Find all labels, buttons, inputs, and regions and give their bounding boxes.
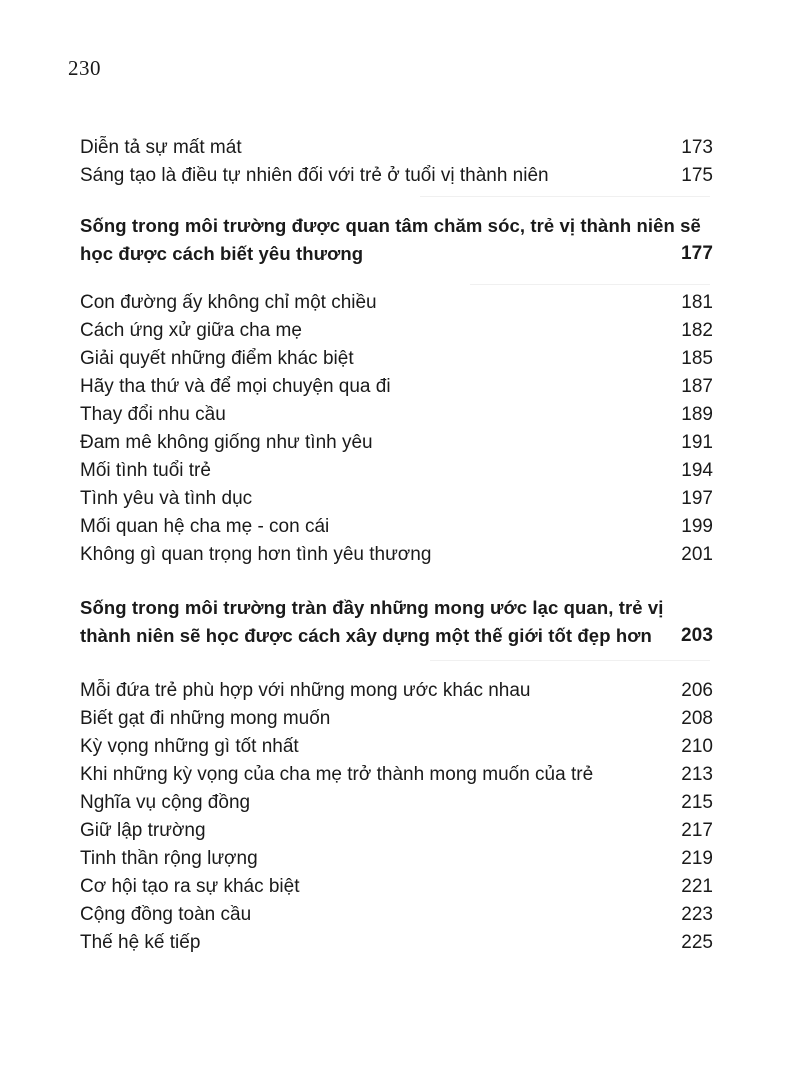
toc-entry[interactable] bbox=[80, 401, 713, 429]
toc-entry-page: 197 bbox=[681, 488, 713, 509]
section-heading-line: Sống trong môi trường tràn đầy những mong ước lạc quan, trẻ vị bbox=[80, 597, 664, 618]
toc-entry[interactable] bbox=[80, 677, 713, 705]
toc-entry-title: Tinh thần rộng lượng bbox=[80, 848, 258, 869]
toc-entry[interactable] bbox=[80, 789, 713, 817]
toc-entry[interactable] bbox=[80, 817, 713, 845]
toc-entry-title: Cách ứng xử giữa cha mẹ bbox=[80, 320, 302, 341]
toc-entry[interactable] bbox=[80, 162, 713, 190]
toc-entry-title: Biết gạt đi những mong muốn bbox=[80, 708, 331, 729]
section-heading-line: thành niên sẽ học được cách xây dựng một thế giới tốt đẹp hơn bbox=[80, 625, 652, 646]
toc-entry-title: Đam mê không giống như tình yêu bbox=[80, 432, 373, 453]
toc-entry[interactable] bbox=[80, 513, 713, 541]
toc-entry-title: Giữ lập trường bbox=[80, 820, 206, 841]
toc-entry-page: 194 bbox=[681, 460, 713, 481]
toc-entry-title: Cơ hội tạo ra sự khác biệt bbox=[80, 876, 300, 897]
toc-entry-page: 213 bbox=[681, 764, 713, 785]
toc-entry[interactable] bbox=[80, 317, 713, 345]
toc-entry-page: 206 bbox=[681, 680, 713, 701]
toc-entry-page: 217 bbox=[681, 820, 713, 841]
toc-entry[interactable] bbox=[80, 705, 713, 733]
toc-entry-title: Không gì quan trọng hơn tình yêu thương bbox=[80, 544, 432, 565]
section-heading-line: học được cách biết yêu thương bbox=[80, 243, 364, 264]
toc-entry-title: Diễn tả sự mất mát bbox=[80, 137, 242, 158]
toc-entry-page: 208 bbox=[681, 708, 713, 729]
toc-entry[interactable] bbox=[80, 289, 713, 317]
toc-entry-page: 215 bbox=[681, 792, 713, 813]
section-heading-page: 177 bbox=[680, 243, 713, 264]
toc-entry-title: Giải quyết những điểm khác biệt bbox=[80, 348, 354, 369]
toc-entry[interactable] bbox=[80, 929, 713, 957]
toc-entry-title: Mối tình tuổi trẻ bbox=[80, 460, 211, 481]
toc-entry-title: Nghĩa vụ cộng đồng bbox=[80, 792, 251, 813]
toc-entry-title: Con đường ấy không chỉ một chiều bbox=[80, 292, 377, 313]
toc-entry-page: 199 bbox=[681, 516, 713, 537]
toc-entry-page: 221 bbox=[681, 876, 713, 897]
toc-entry-title: Thay đổi nhu cầu bbox=[80, 404, 226, 425]
toc-entry-page: 187 bbox=[681, 376, 713, 397]
toc-entry-page: 175 bbox=[681, 165, 713, 186]
toc-entry-page: 182 bbox=[681, 320, 713, 341]
toc-entry-page: 181 bbox=[681, 292, 713, 313]
section-heading-line: Sống trong môi trường được quan tâm chăm sóc, trẻ vị thành niên sẽ bbox=[80, 215, 701, 236]
bleed-through-line bbox=[470, 284, 710, 285]
toc-entry-title: Khi những kỳ vọng của cha mẹ trở thành mong muốn của trẻ bbox=[80, 764, 594, 785]
toc-entry-page: 201 bbox=[681, 544, 713, 565]
toc-entry-page: 185 bbox=[681, 348, 713, 369]
toc-entry[interactable] bbox=[80, 429, 713, 457]
toc-entry[interactable] bbox=[80, 733, 713, 761]
section-heading[interactable] bbox=[80, 212, 713, 268]
toc-entry-page: 225 bbox=[681, 932, 713, 953]
toc-entry[interactable] bbox=[80, 761, 713, 789]
toc-entry-page: 191 bbox=[681, 432, 713, 453]
toc-entry-title: Hãy tha thứ và để mọi chuyện qua đi bbox=[80, 376, 391, 397]
toc-entry-page: 210 bbox=[681, 736, 713, 757]
toc-entry[interactable] bbox=[80, 873, 713, 901]
page-number: 230 bbox=[68, 56, 101, 80]
toc-entry[interactable] bbox=[80, 541, 713, 569]
toc-entry-title: Kỳ vọng những gì tốt nhất bbox=[80, 736, 299, 757]
toc-entry-title: Cộng đồng toàn cầu bbox=[80, 904, 252, 925]
bleed-through-line bbox=[430, 660, 710, 661]
toc-entry[interactable] bbox=[80, 345, 713, 373]
toc-entry-page: 219 bbox=[681, 848, 713, 869]
toc-entry-title: Mỗi đứa trẻ phù hợp với những mong ước khác nhau bbox=[80, 680, 531, 701]
toc-entry[interactable] bbox=[80, 901, 713, 929]
toc-entry[interactable] bbox=[80, 134, 713, 162]
section-heading[interactable] bbox=[80, 594, 713, 650]
toc-entry-title: Sáng tạo là điều tự nhiên đối với trẻ ở tuổi vị thành niên bbox=[80, 165, 549, 186]
toc-entry-page: 223 bbox=[681, 904, 713, 925]
toc-entry-title: Mối quan hệ cha mẹ - con cái bbox=[80, 516, 330, 537]
toc-entry-title: Tình yêu và tình dục bbox=[80, 488, 253, 509]
toc-entry-title: Thế hệ kế tiếp bbox=[80, 932, 201, 953]
toc-entry-page: 189 bbox=[681, 404, 713, 425]
toc-entry[interactable] bbox=[80, 485, 713, 513]
bleed-through-line bbox=[420, 196, 710, 197]
toc-entry[interactable] bbox=[80, 457, 713, 485]
section-heading-page: 203 bbox=[680, 625, 713, 646]
toc-entry[interactable] bbox=[80, 845, 713, 873]
toc-entry-page: 173 bbox=[681, 137, 713, 158]
toc-entry[interactable] bbox=[80, 373, 713, 401]
